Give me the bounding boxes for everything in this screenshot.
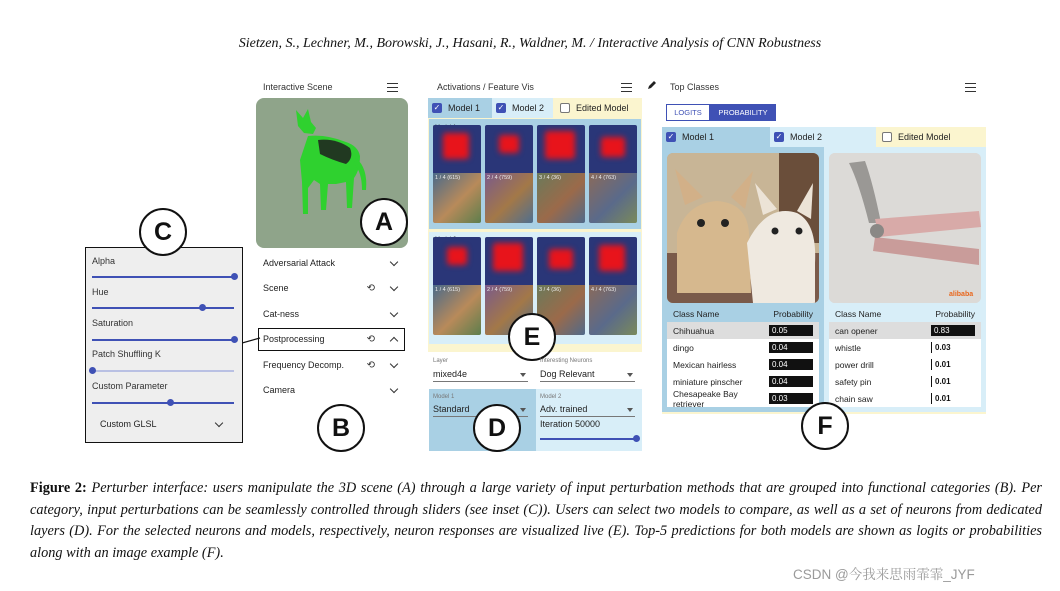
caption-lead: Figure 2: [30, 480, 87, 496]
table-row[interactable] [667, 373, 819, 390]
chihuahua-photo [667, 153, 819, 303]
iteration-slider-track[interactable] [540, 438, 636, 440]
tab-label: Edited Model [898, 132, 951, 142]
classes-panel-title: Top Classes [670, 82, 720, 92]
csdn-watermark: CSDN @今我来思雨霏霏_JYF [793, 567, 975, 582]
layer-select-value[interactable]: mixed4e [433, 369, 468, 379]
slider-knob-custom-parameter[interactable] [167, 399, 174, 406]
tab-model-2[interactable] [492, 98, 544, 118]
category-camera[interactable] [263, 381, 403, 399]
probability-bar: 0.01 [931, 376, 975, 387]
classes-tab-edited-model[interactable] [878, 127, 951, 147]
thumbnail-caption: 1 / 4 (615) [435, 287, 461, 293]
table-header [667, 305, 819, 322]
label-b-circle: B [317, 404, 365, 452]
activation-heatmap [589, 237, 637, 285]
neurons-select-value[interactable]: Dog Relevant [540, 369, 595, 379]
thumbnail-caption: 4 / 4 (763) [591, 287, 617, 293]
slider-label-alpha: Alpha [92, 256, 116, 266]
class-name: can opener [835, 325, 878, 336]
class-name: Mexican hairless [673, 359, 737, 370]
class-name: safety pin [835, 376, 872, 387]
table-row[interactable] [667, 322, 819, 339]
dropdown-arrow-icon [627, 408, 633, 412]
checkbox-empty-icon[interactable] [560, 103, 570, 113]
category-frequency-decomp[interactable] [263, 356, 403, 374]
feature-visualization [433, 173, 481, 223]
probability-bar: 0.83 [931, 325, 975, 336]
col-class-name: Class Name [673, 308, 720, 319]
table-row[interactable] [829, 339, 981, 356]
probability-bar: 0.04 [769, 359, 813, 370]
table-row[interactable] [829, 322, 981, 339]
table-row[interactable] [829, 356, 981, 373]
inset-connector-line [242, 336, 262, 346]
model-2-select-underline [540, 416, 635, 417]
classes-tab-model-1[interactable] [662, 127, 714, 147]
activation-thumbnail[interactable] [589, 125, 637, 223]
figure-caption [30, 478, 1042, 564]
table-header [829, 305, 981, 322]
neurons-select-label: Interesting Neurons [540, 358, 593, 364]
tab-label: Model 1 [682, 132, 715, 142]
activation-heatmap [485, 125, 533, 173]
model-2-select-value[interactable]: Adv. trained [540, 404, 588, 414]
iteration-slider-knob[interactable] [633, 435, 640, 442]
activation-heatmap [433, 237, 481, 285]
probability-bar: 0.04 [769, 376, 813, 387]
thumbnail-caption: 3 / 4 (36) [539, 287, 562, 293]
logits-toggle-button[interactable]: LOGITS [666, 104, 710, 121]
example-image-can-opener [829, 153, 981, 303]
model-1-predictions-table [667, 305, 819, 407]
class-name: power drill [835, 359, 874, 370]
slider-knob-alpha[interactable] [231, 273, 238, 280]
probability-bar: 0.05 [769, 325, 813, 336]
activations-panel-title: Activations / Feature Vis [437, 82, 534, 92]
custom-glsl-dropdown[interactable] [100, 417, 228, 431]
category-label: Adversarial Attack [263, 258, 336, 268]
probability-bar: 0.01 [931, 359, 975, 370]
can-opener-photo [829, 153, 981, 303]
slider-knob-patch-shuffling[interactable] [89, 367, 96, 374]
example-image-chihuahuas [667, 153, 819, 303]
checkbox-checked-icon[interactable]: ✓ [775, 132, 783, 141]
tab-label: Model 1 [448, 103, 481, 113]
slider-label-hue: Hue [92, 287, 109, 297]
probability-bar: 0.04 [769, 342, 813, 353]
classes-tab-model-2[interactable] [770, 127, 822, 147]
image-watermark: alibaba [949, 291, 974, 298]
model-2-predictions-table [829, 305, 981, 407]
feature-visualization [537, 173, 585, 223]
layer-select-underline [433, 381, 528, 382]
activation-thumbnail[interactable] [433, 237, 481, 335]
chevron-down-icon [390, 282, 398, 290]
slider-track-saturation[interactable] [92, 339, 234, 341]
model-1-select-label: Model 1 [433, 394, 455, 400]
tab-label: Edited Model [576, 103, 629, 113]
tab-edited-model[interactable] [556, 98, 629, 118]
slider-track-patch-shuffling[interactable] [92, 370, 234, 372]
iteration-label: Iteration 50000 [540, 419, 601, 429]
model-1-select-value[interactable]: Standard [433, 404, 470, 414]
col-probability: Probability [773, 308, 813, 319]
category-label: Frequency Decomp. [263, 360, 345, 370]
activation-heatmap [485, 237, 533, 285]
category-label: Scene [263, 283, 289, 293]
tab-model-1[interactable] [428, 98, 480, 118]
table-row[interactable] [667, 356, 819, 373]
checkbox-checked-icon[interactable]: ✓ [667, 132, 675, 141]
label-f-circle: F [801, 402, 849, 450]
scene-menu-icon[interactable] [387, 83, 398, 92]
slider-label-custom-parameter: Custom Parameter [92, 381, 168, 391]
class-name: chain saw [835, 393, 873, 404]
col-probability: Probability [935, 308, 975, 319]
chevron-down-icon [390, 308, 398, 316]
slider-label-patch-shuffling: Patch Shuffling K [92, 349, 161, 359]
activation-thumbnail[interactable] [433, 125, 481, 223]
category-adversarial-attack[interactable] [263, 254, 403, 272]
thumbnail-caption: 1 / 4 (615) [435, 175, 461, 181]
thumbnail-caption: 4 / 4 (763) [591, 175, 617, 181]
tab-label: Model 2 [790, 132, 823, 142]
activation-heatmap [589, 125, 637, 173]
col-class-name: Class Name [835, 308, 882, 319]
activation-heatmap [537, 125, 585, 173]
feature-visualization [589, 173, 637, 223]
slider-track-custom-parameter[interactable] [92, 402, 234, 404]
thumbnail-caption: 2 / 4 (759) [487, 287, 513, 293]
activation-heatmap [537, 237, 585, 285]
label-a-circle: A [360, 198, 408, 246]
table-row[interactable] [829, 390, 981, 407]
feature-visualization [485, 173, 533, 223]
tab-label: Model 2 [512, 103, 545, 113]
dropdown-arrow-icon [520, 373, 526, 377]
scene-panel-title: Interactive Scene [263, 82, 333, 92]
custom-glsl-label: Custom GLSL [100, 419, 157, 429]
dropdown-arrow-icon [520, 408, 526, 412]
label-c-circle: C [139, 208, 187, 256]
checkbox-checked-icon[interactable]: ✓ [497, 103, 505, 112]
checkbox-empty-icon[interactable] [882, 132, 892, 142]
activation-thumbnail[interactable] [485, 125, 533, 223]
table-row[interactable] [829, 373, 981, 390]
category-scene[interactable] [263, 279, 403, 297]
probability-bar: 0.03 [931, 342, 975, 353]
feature-visualization [433, 285, 481, 335]
model-2-select-label: Model 2 [540, 394, 562, 400]
class-name: dingo [673, 342, 694, 353]
class-name: miniature pinscher [673, 376, 743, 387]
category-label: Cat-ness [263, 309, 300, 319]
reset-icon[interactable]: ⟲ [366, 333, 375, 345]
chevron-up-icon [390, 336, 398, 344]
probability-toggle-button[interactable]: PROBABILITY [710, 104, 776, 121]
layer-select-label: Layer [433, 358, 449, 364]
slider-label-saturation: Saturation [92, 318, 134, 328]
feature-visualization [589, 285, 637, 335]
activation-thumbnail[interactable] [589, 237, 637, 335]
activations-menu-icon[interactable] [621, 83, 632, 92]
activation-thumbnail[interactable] [537, 125, 585, 223]
thumbnail-caption: 2 / 4 (759) [487, 175, 513, 181]
category-label: Camera [263, 385, 296, 395]
class-name: Chesapeake Bay retriever [673, 388, 738, 409]
slider-knob-saturation[interactable] [231, 336, 238, 343]
slider-track-hue[interactable] [92, 307, 234, 309]
classes-menu-icon[interactable] [965, 83, 976, 92]
checkbox-checked-icon[interactable]: ✓ [433, 103, 441, 112]
slider-track-alpha[interactable] [92, 276, 234, 278]
chevron-down-icon [390, 384, 398, 392]
thumbnail-caption: 3 / 4 (36) [539, 175, 562, 181]
table-row[interactable] [667, 390, 819, 407]
class-name: whistle [835, 342, 861, 353]
chevron-down-icon [390, 359, 398, 367]
probability-bar: 0.03 [769, 393, 813, 404]
category-cat-ness[interactable] [263, 305, 403, 323]
neurons-select-underline [540, 381, 635, 382]
activation-heatmap [433, 125, 481, 173]
table-row[interactable] [667, 339, 819, 356]
label-d-circle: D [473, 404, 521, 452]
reset-icon[interactable]: ⟲ [366, 359, 375, 371]
class-name: Chihuahua [673, 325, 715, 336]
reset-icon[interactable]: ⟲ [366, 282, 375, 294]
probability-bar: 0.01 [931, 393, 975, 404]
paper-running-header: Sietzen, S., Lechner, M., Borowski, J., Hasani, R., Waldner, M. / Interactive Analysis of CNN Robustness [238, 36, 822, 51]
dropdown-arrow-icon [627, 373, 633, 377]
chevron-down-icon [390, 257, 398, 265]
pencil-icon[interactable] [646, 79, 658, 91]
caption-text: Perturber interface: users manipulate the 3D scene (A) through a large variety of input perturbation methods that are grouped into functional categories (B). Per category, input perturbations can be seamlessly controlled through sliders (see inset (C)). Users can select two models to compare, as well as a set of neurons from dedicated layers (D). For the selected neurons and models, respectively, neuron responses are visualized live (E). Top-5 predictions for both models are shown as logits or probabilities along with an image example (F). [30, 480, 1042, 561]
category-postprocessing[interactable] [263, 330, 403, 348]
category-label: Postprocessing [263, 334, 325, 344]
chevron-down-icon [215, 418, 223, 426]
label-e-circle: E [508, 313, 556, 361]
